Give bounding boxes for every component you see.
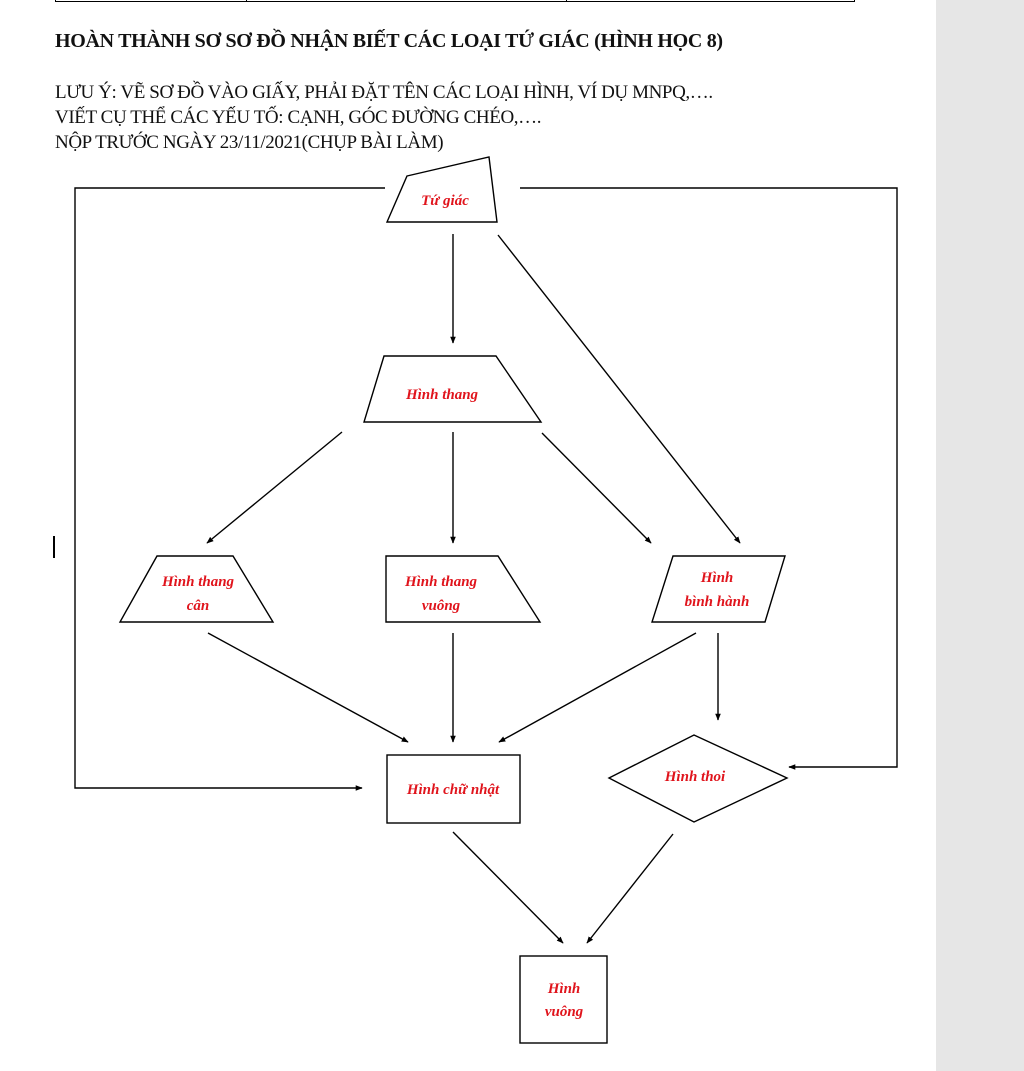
edge-thangcan-to-chunhat	[208, 633, 408, 742]
document-title: HOÀN THÀNH SƠ SƠ ĐỒ NHẬN BIẾT CÁC LOẠI TỨ GIÁC (HÌNH HỌC 8)	[55, 30, 723, 52]
label-thang-can-1: Hình thang	[161, 574, 235, 590]
label-vuong-2: vuông	[544, 1004, 584, 1020]
edge-chunhat-to-vuong	[453, 832, 563, 943]
note-line-2: VIẾT CỤ THỂ CÁC YẾU TỐ: CẠNH, GÓC ĐƯỜNG CHÉO,….	[55, 107, 542, 128]
node-hinh-binh-hanh	[652, 556, 785, 622]
label-chu-nhat: Hình chữ nhật	[406, 782, 500, 798]
label-thang-vuong-2: vuông	[421, 598, 461, 614]
edge-hinhthang-to-binhhanh	[542, 433, 651, 543]
label-thang-vuong-1: Hình thang	[404, 574, 478, 590]
label-thoi: Hình thoi	[664, 769, 726, 785]
edge-tugiac-to-chunhat	[75, 188, 385, 788]
note-line-3: NỘP TRƯỚC NGÀY 23/11/2021(CHỤP BÀI LÀM)	[55, 132, 444, 153]
label-hinh-thang: Hình thang	[405, 387, 479, 403]
edge-thoi-to-vuong	[587, 834, 673, 943]
label-binh-hanh-2: bình hành	[684, 594, 750, 610]
node-hinh-vuong	[520, 956, 607, 1043]
edge-hinhthang-to-thangcan	[207, 432, 342, 543]
window-gutter	[936, 0, 1024, 1071]
label-tu-giac: Tứ giác	[421, 193, 469, 209]
label-thang-can-2: cân	[186, 598, 210, 614]
label-binh-hanh-1: Hình	[700, 570, 734, 586]
note-line-1: LƯU Ý: VẼ SƠ ĐỒ VÀO GIẤY, PHẢI ĐẶT TÊN CÁC LOẠI HÌNH, VÍ DỤ MNPQ,….	[55, 82, 713, 103]
edge-binhhanh-to-chunhat	[499, 633, 696, 742]
edge-tugiac-to-binhhanh	[498, 235, 740, 543]
edge-tugiac-to-thoi	[520, 188, 897, 767]
label-vuong-1: Hình	[547, 981, 581, 997]
node-tu-giac	[387, 157, 497, 222]
